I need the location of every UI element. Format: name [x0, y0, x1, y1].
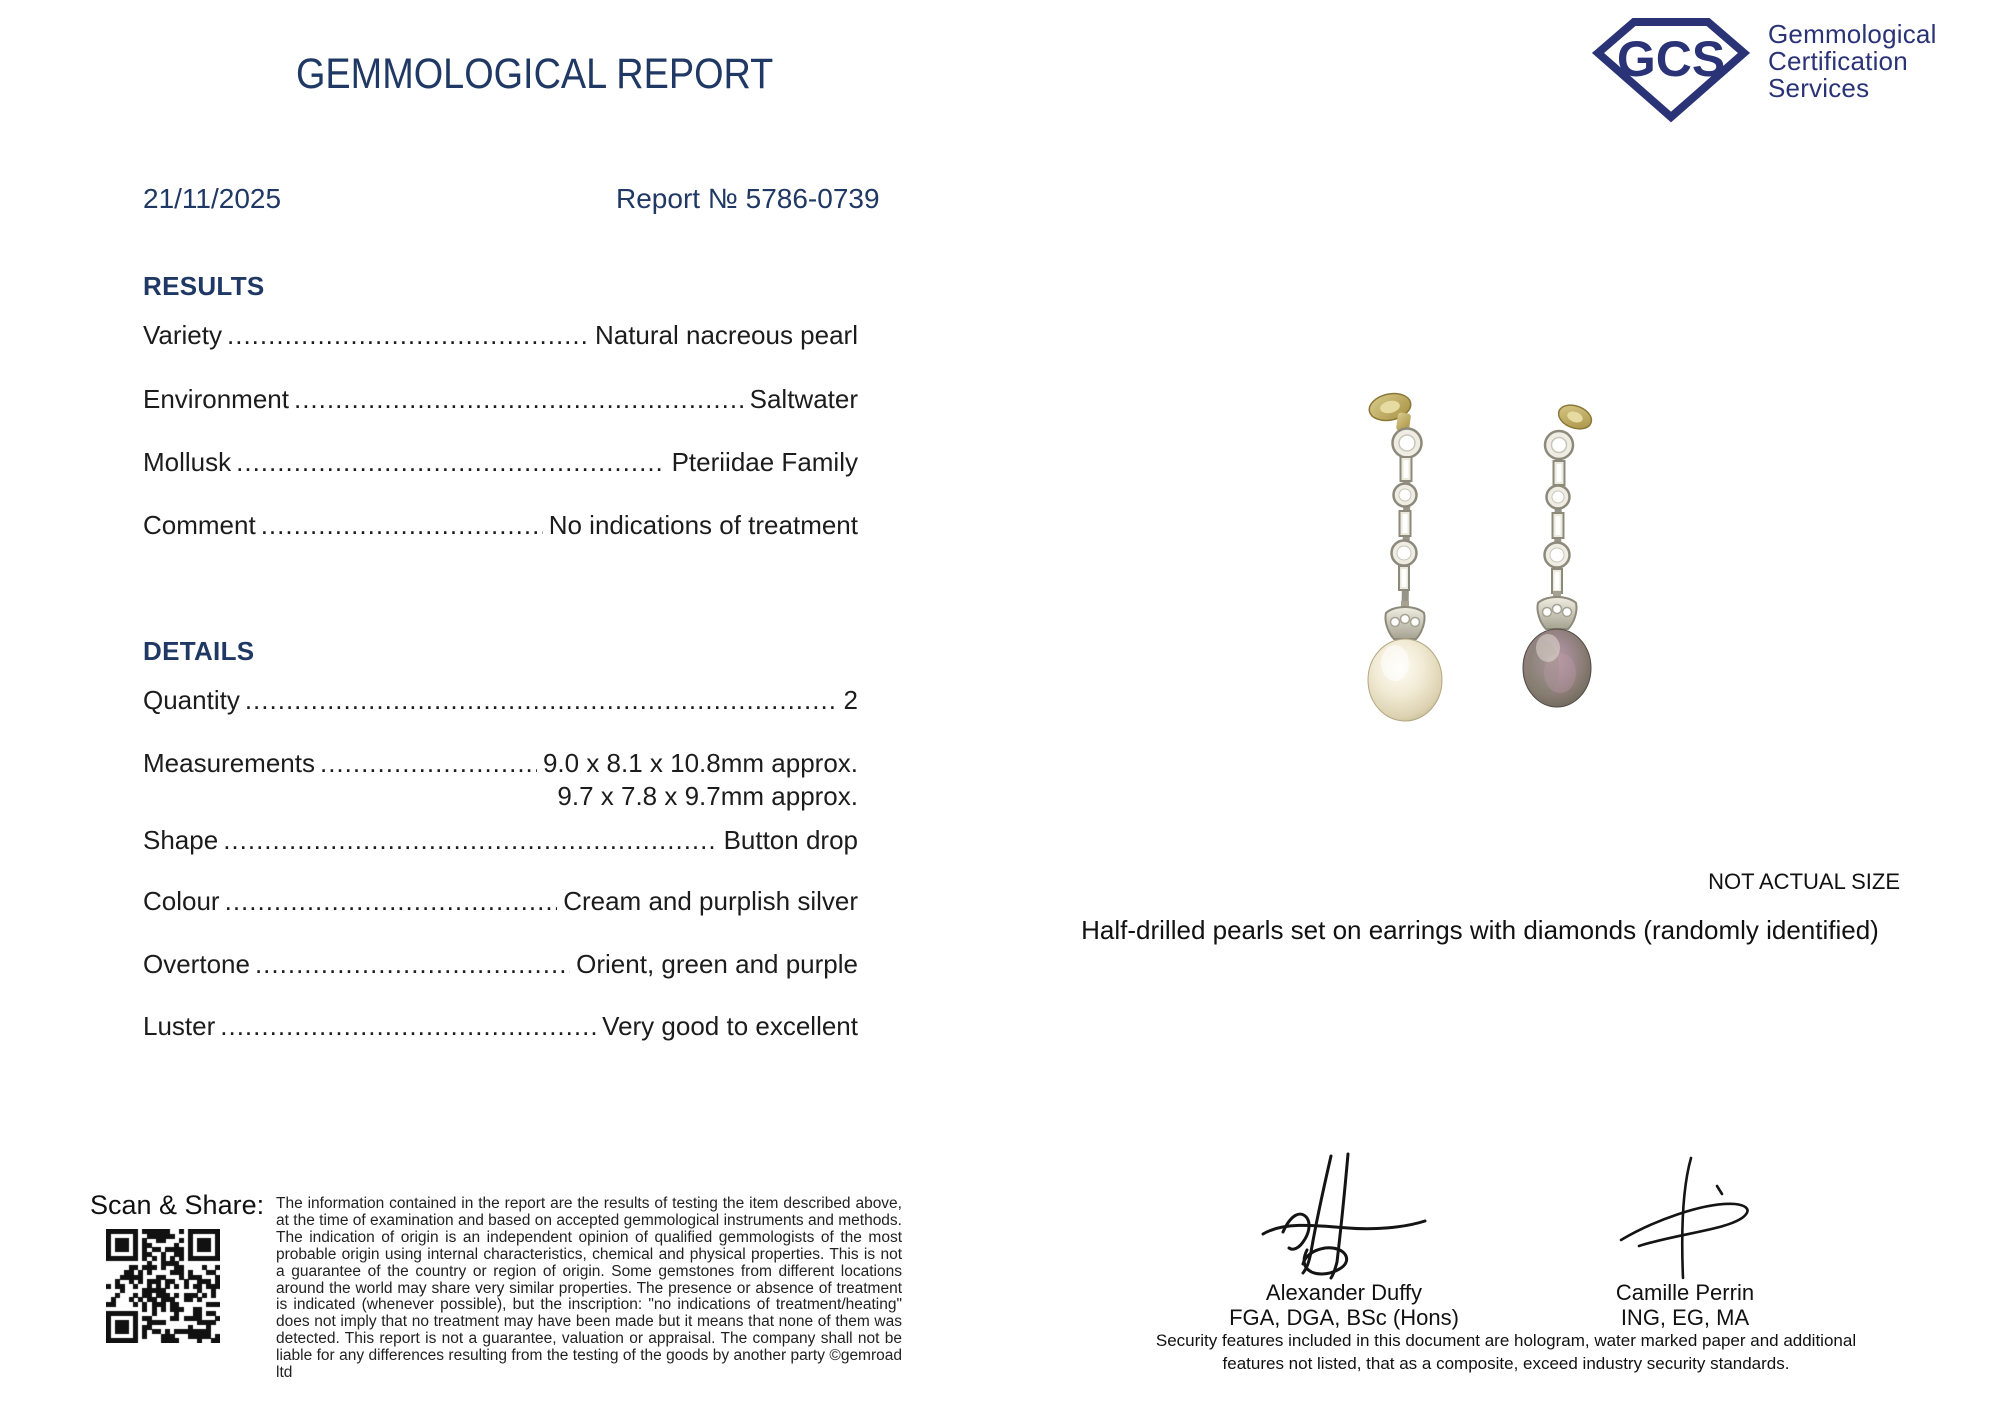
logo-monogram: GCS	[1616, 31, 1726, 87]
report-number: Report № 5786-0739	[616, 183, 880, 214]
row-value: Saltwater	[749, 384, 858, 414]
dot-leader	[225, 886, 558, 916]
gcs-diamond-logo-icon	[1592, 13, 1750, 123]
results-row-environment	[143, 384, 858, 414]
right-earring	[1523, 401, 1595, 707]
results-row-comment	[143, 510, 858, 540]
dot-leader	[294, 384, 744, 414]
row-value: Very good to excellent	[602, 1011, 858, 1041]
details-row-quantity	[143, 685, 858, 715]
row-value: Orient, green and purple	[576, 949, 858, 979]
signature-icon	[1605, 1152, 1765, 1280]
brand-line-3: Services	[1768, 73, 1870, 103]
left-earring	[1367, 390, 1442, 721]
dot-leader	[220, 1011, 596, 1041]
row-value: Pteriidae Family	[671, 447, 858, 477]
security-features-note: Security features included in this document are hologram, water marked paper and additional features not listed, that as a composite, exceed industry security standards.	[1155, 1331, 1857, 1373]
report-date: 21/11/2025	[143, 183, 282, 214]
signatory-alexander-duffy	[1194, 1152, 1494, 1330]
row-value: 2	[843, 685, 858, 715]
row-label: Quantity	[143, 685, 240, 715]
brand-line-1: Gemmological	[1768, 19, 1937, 49]
results-heading: RESULTS	[143, 271, 265, 301]
signature-icon	[1249, 1152, 1439, 1280]
row-label: Mollusk	[143, 447, 232, 477]
scan-share-label: Scan & Share:	[90, 1190, 265, 1220]
disclaimer-text: The information contained in the report are the results of testing the item described above, at the time of examination and based on accepted gemmological instruments and methods. The indication of origin is an independent opinion of qualified gemmologists of the most probable origin using internal characteristics, chemical and physical properties. This is not a guarantee of the country or region of origin. Some gemstones from different locations around the world may share very similar properties. The presence or absence of treatment is indicated (whenever possible), but the inscription: "no indications of treatment/heating" does not imply that no treatment may have been made but it means that none of them was detected. This report is not a guarantee, valuation or appraisal. The company shall not be liable for any differences resulting from the testing of the goods by another party ©gemroad ltd	[276, 1195, 902, 1382]
row-label: Shape	[143, 825, 219, 855]
page-title: GEMMOLOGICAL REPORT	[296, 50, 774, 98]
details-row-overtone	[143, 949, 858, 979]
details-heading: DETAILS	[143, 636, 255, 666]
signatory-camille-perrin	[1530, 1152, 1840, 1330]
dot-leader	[236, 447, 665, 477]
results-row-mollusk	[143, 447, 858, 477]
dot-leader	[320, 748, 537, 778]
signatory-name: Alexander Duffy	[1265, 1280, 1423, 1305]
brand-wordmark	[1768, 21, 1937, 102]
results-row-variety	[143, 320, 858, 350]
qr-code	[106, 1229, 220, 1343]
row-value: Natural nacreous pearl	[594, 320, 858, 350]
row-label: Variety	[143, 320, 222, 350]
signatory-credentials: FGA, DGA, BSc (Hons)	[1229, 1305, 1459, 1330]
dot-leader	[223, 825, 717, 855]
row-label: Environment	[143, 384, 289, 414]
not-actual-size-label: NOT ACTUAL SIZE	[1708, 869, 1900, 894]
details-row-shape	[143, 825, 858, 855]
row-label: Comment	[143, 510, 256, 540]
dot-leader	[245, 685, 838, 715]
row-value: No indications of treatment	[548, 510, 858, 540]
dot-leader	[227, 320, 589, 350]
dot-leader	[255, 949, 570, 979]
results-section	[143, 271, 858, 540]
pearl-earrings-photo	[1350, 385, 1620, 730]
dot-leader	[261, 510, 543, 540]
row-label: Colour	[143, 886, 220, 916]
details-measurements-line2: 9.7 x 7.8 x 9.7mm approx.	[557, 781, 858, 811]
row-value: Cream and purplish silver	[563, 886, 858, 916]
signatory-name: Camille Perrin	[1615, 1280, 1755, 1305]
details-row-colour	[143, 886, 858, 916]
row-value: Button drop	[723, 825, 858, 855]
photo-caption: Half-drilled pearls set on earrings with diamonds (randomly identified)	[1081, 915, 1879, 945]
details-row-luster	[143, 1011, 858, 1041]
row-value: 9.0 x 8.1 x 10.8mm approx.	[542, 748, 858, 778]
details-section	[143, 636, 858, 1041]
row-label: Overtone	[143, 949, 250, 979]
details-row-measurements	[143, 748, 858, 778]
row-label: Measurements	[143, 748, 315, 778]
brand-line-2: Certification	[1768, 46, 1908, 76]
row-label: Luster	[143, 1011, 216, 1041]
signatory-credentials: ING, EG, MA	[1620, 1305, 1750, 1330]
